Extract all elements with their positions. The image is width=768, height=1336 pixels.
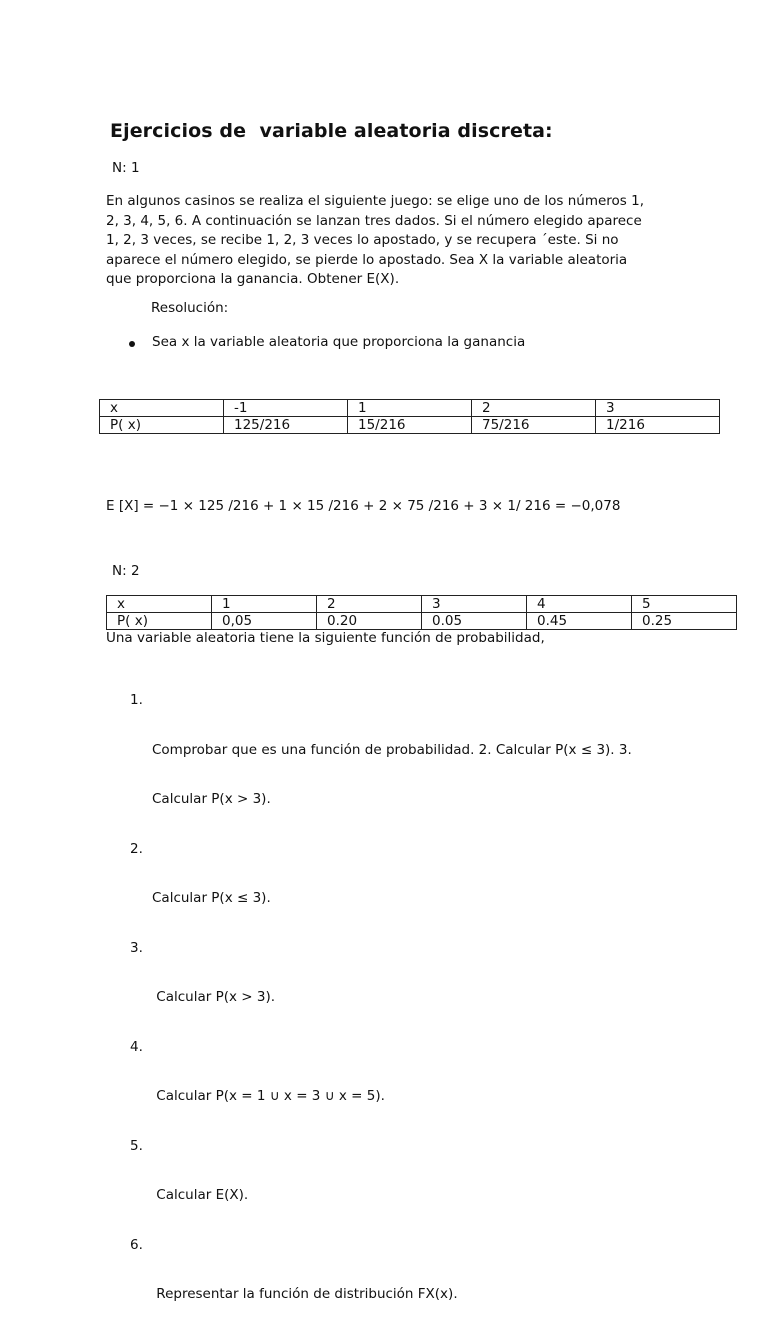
statement-line: En algunos casinos se realiza el siguiente juego: se elige uno de los números 1,: [106, 193, 644, 209]
table-row: [100, 400, 720, 417]
table-cell: 3: [422, 596, 527, 613]
table-cell: 0.20: [317, 613, 422, 630]
table-cell: 1: [212, 596, 317, 613]
list-item: [110, 1138, 670, 1237]
list-item-text: Representar la función de distribución FX(x).: [152, 1286, 458, 1302]
table-cell: 2: [317, 596, 422, 613]
exercise-1-statement: [106, 192, 666, 290]
probability-table-2: [106, 595, 737, 630]
exercise-1-label: N: 1: [112, 160, 140, 176]
table-cell: 125/216: [224, 417, 348, 434]
table-cell: 0,05: [212, 613, 317, 630]
table-row: [107, 596, 737, 613]
list-item-text-continued: Calcular P(x > 3).: [152, 791, 271, 807]
list-item-text: Calcular P(x ≤ 3).: [152, 890, 271, 906]
table-cell: 15/216: [348, 417, 472, 434]
list-item-text: Calcular P(x > 3).: [152, 989, 276, 1005]
table-cell: 1: [348, 400, 472, 417]
exercise-2-questions: [110, 692, 670, 1336]
table-cell: 1/216: [596, 417, 720, 434]
resolution-label: Resolución:: [151, 300, 229, 316]
exercise-2-label: N: 2: [112, 563, 140, 579]
table-cell: 4: [527, 596, 632, 613]
table-cell: x: [107, 596, 212, 613]
statement-line: 2, 3, 4, 5, 6. A continuación se lanzan tres dados. Si el número elegido aparece: [106, 212, 642, 229]
table-cell: 5: [632, 596, 737, 613]
list-item: [110, 1237, 670, 1336]
list-number: 1.: [130, 692, 143, 708]
list-number: 4.: [130, 1038, 143, 1055]
table-cell: x: [100, 400, 224, 417]
list-item: [110, 1039, 670, 1138]
statement-line: 1, 2, 3 veces, se recibe 1, 2, 3 veces lo apostado, y se recupera ´este. Si no: [106, 232, 619, 248]
bullet-icon: [129, 341, 135, 347]
table-cell: 0.25: [632, 613, 737, 630]
table-cell: P( x): [107, 613, 212, 630]
list-number: 5.: [130, 1137, 143, 1154]
table-cell: 2: [472, 400, 596, 417]
list-item: [110, 841, 670, 940]
list-number: 3.: [130, 939, 143, 956]
page-title: Ejercicios de variable aleatoria discreta:: [110, 120, 553, 142]
exercise-2-intro: Una variable aleatoria tiene la siguiente función de probabilidad,: [106, 630, 545, 646]
expectation-formula: E [X] = −1 × 125 /216 + 1 × 15 /216 + 2 × 75 /216 + 3 × 1/ 216 = −0,078: [106, 498, 621, 514]
table-cell: 0.05: [422, 613, 527, 630]
table-cell: -1: [224, 400, 348, 417]
table-row: [107, 613, 737, 630]
table-cell: 75/216: [472, 417, 596, 434]
list-number: 6.: [130, 1236, 143, 1253]
list-item-text: Comprobar que es una función de probabilidad. 2. Calcular P(x ≤ 3). 3.: [152, 741, 632, 758]
statement-line: que proporciona la ganancia. Obtener E(X).: [106, 271, 400, 287]
statement-line: aparece el número elegido, se pierde lo apostado. Sea X la variable aleatoria: [106, 251, 628, 268]
table-row: [100, 417, 720, 434]
list-number: 2.: [130, 840, 143, 857]
table-cell: 3: [596, 400, 720, 417]
list-item-text: Calcular E(X).: [152, 1187, 249, 1203]
table-cell: P( x): [100, 417, 224, 434]
list-item-text: Calcular P(x = 1 ∪ x = 3 ∪ x = 5).: [152, 1088, 385, 1104]
probability-table-1: [99, 399, 720, 434]
table-cell: 0.45: [527, 613, 632, 630]
bullet-text: Sea x la variable aleatoria que proporciona la ganancia: [152, 334, 526, 350]
list-item: [110, 692, 670, 841]
